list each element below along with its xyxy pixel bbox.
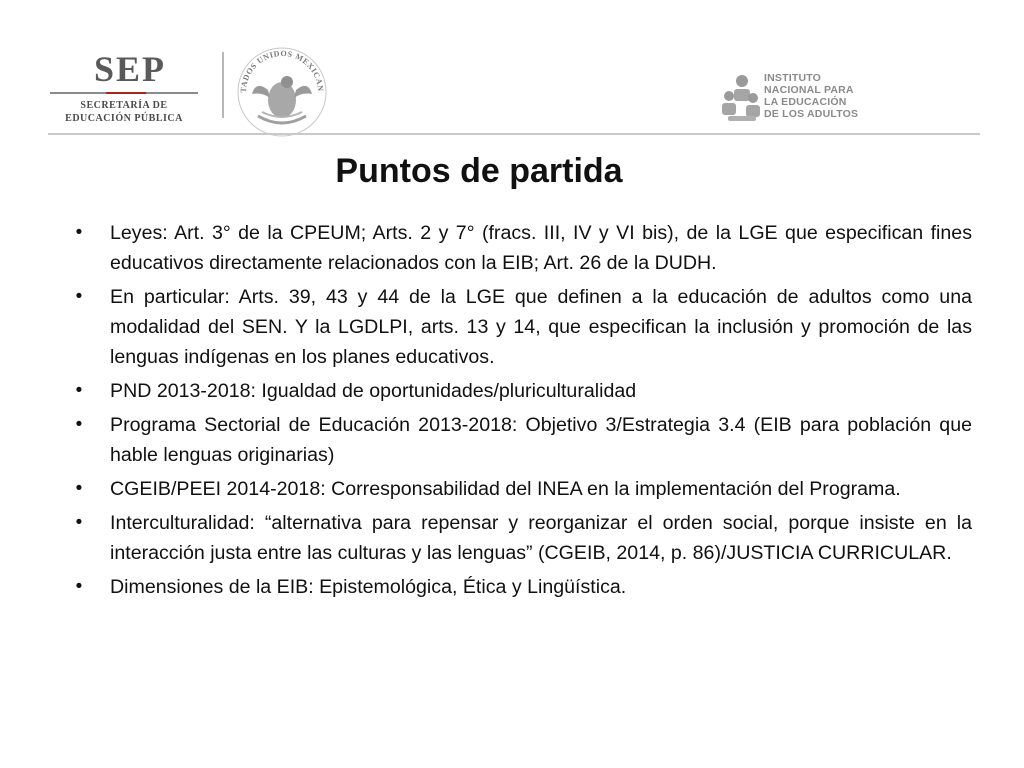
slide-title-container xyxy=(0,152,1024,191)
sep-logo-line2: EDUCACIÓN PÚBLICA xyxy=(65,113,183,124)
slide-title: Puntos de partida xyxy=(335,152,623,190)
bullet-text: PND 2013-2018: Igualdad de oportunidades/pluriculturalidad xyxy=(110,380,637,402)
sep-wordmark: SEP xyxy=(94,49,167,89)
bullet-dot: • xyxy=(75,222,83,243)
bullet-dot: • xyxy=(75,478,83,499)
bullet-text: Leyes: Art. 3° de la CPEUM; Arts. 2 y 7° (fracs. III, IV y VI bis), de la LGE que especifican fines educativos directamente relacionados con la EIB; Art. 26 de la DUDH. xyxy=(110,222,972,274)
header-vertical-divider xyxy=(222,52,224,118)
bullet-text: Dimensiones de la EIB: Epistemológica, Ética y Lingüística. xyxy=(110,576,627,598)
inea-logo-text xyxy=(764,72,880,120)
bullet-item xyxy=(72,376,972,406)
bullet-list xyxy=(72,218,972,606)
bullet-dot: • xyxy=(75,286,83,307)
bullet-text: CGEIB/PEEI 2014-2018: Corresponsabilidad del INEA en la implementación del Programa. xyxy=(110,478,901,500)
header-horizontal-rule xyxy=(48,133,980,135)
bullet-text: En particular: Arts. 39, 43 y 44 de la LGE que definen a la educación de adultos como una modalidad del SEN. Y la LGDLPI, arts. 13 y 14, que especifican la inclusión y promoción de las lenguas indígenas en los planes educativos. xyxy=(110,286,972,368)
seal-legend: TADOS UNIDOS MEXICAN xyxy=(238,48,326,93)
sep-logo xyxy=(50,48,210,128)
bullet-item xyxy=(72,474,972,504)
bullet-item xyxy=(72,282,972,372)
bullet-item xyxy=(72,218,972,278)
inea-line: INSTITUTO xyxy=(764,72,822,84)
bullet-item xyxy=(72,572,972,602)
inea-line: DE LOS ADULTOS xyxy=(764,108,859,120)
inea-line: NACIONAL PARA xyxy=(764,84,854,96)
bullet-item xyxy=(72,410,972,470)
bullet-dot: • xyxy=(75,576,83,597)
bullet-dot: • xyxy=(75,414,83,435)
sep-logo-accent xyxy=(106,92,146,94)
inea-people-icon xyxy=(720,74,762,122)
inea-logo xyxy=(720,72,880,128)
bullet-dot: • xyxy=(75,380,83,401)
inea-line: LA EDUCACIÓN xyxy=(764,96,847,108)
national-seal-icon xyxy=(232,40,332,140)
bullet-dot: • xyxy=(75,512,83,533)
bullet-text: Interculturalidad: “alternativa para repensar y reorganizar el orden social, porque insiste en la interacción justa entre las culturas y las lenguas” (CGEIB, 2014, p. 86)/JUSTICIA CURRICULAR. xyxy=(110,512,972,564)
bullet-item xyxy=(72,508,972,568)
bullet-text: Programa Sectorial de Educación 2013-2018: Objetivo 3/Estrategia 3.4 (EIB para población que hable lenguas originarias) xyxy=(110,414,972,466)
sep-logo-line1: SECRETARÍA DE xyxy=(80,100,168,111)
slide-header xyxy=(0,0,1024,140)
